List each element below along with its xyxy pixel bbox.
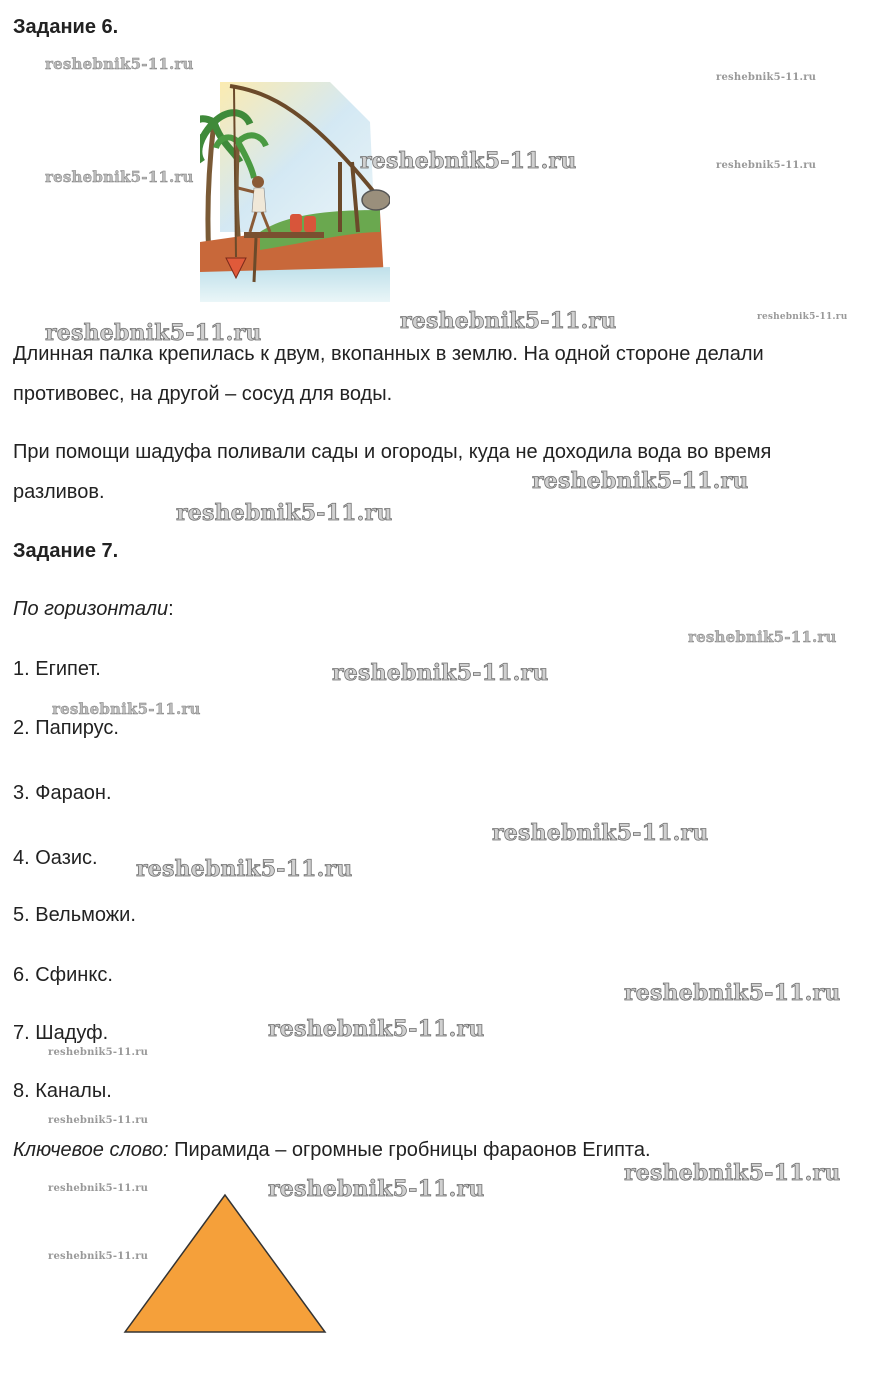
watermark: reshebnik5-11.ru [48, 1047, 149, 1058]
watermark: reshebnik5-11.ru [532, 468, 749, 494]
keyword-text: Пирамида – огромные гробницы фараонов Египта. [168, 1139, 651, 1161]
horizontal-colon: : [168, 598, 174, 620]
keyword-label: Ключевое слово: [13, 1139, 169, 1161]
watermark: reshebnik5-11.ru [176, 500, 393, 526]
task6-paragraph2-line1: При помощи шадуфа поливали сады и огороды, куда не доходила вода во время [13, 441, 772, 463]
watermark: reshebnik5-11.ru [48, 1183, 149, 1194]
watermark: reshebnik5-11.ru [624, 980, 841, 1006]
watermark: reshebnik5-11.ru [360, 148, 577, 174]
task6-paragraph1-line1: Длинная палка крепилась к двум, вкопанных в землю. На одной стороне делали [13, 343, 764, 365]
answer-item: 4. Оазис. [13, 847, 98, 869]
watermark: reshebnik5-11.ru [136, 856, 353, 882]
watermark: reshebnik5-11.ru [45, 320, 262, 346]
watermark: reshebnik5-11.ru [332, 660, 549, 686]
watermark: reshebnik5-11.ru [45, 168, 194, 186]
watermark: reshebnik5-11.ru [45, 55, 194, 73]
watermark: reshebnik5-11.ru [716, 160, 817, 171]
watermark: reshebnik5-11.ru [48, 1115, 149, 1126]
answer-item: 5. Вельможи. [13, 904, 136, 926]
horizontal-label: По горизонтали [13, 598, 169, 620]
answer-item: 3. Фараон. [13, 782, 112, 804]
watermark: reshebnik5-11.ru [492, 820, 709, 846]
task7-heading: Задание 7. [13, 540, 119, 562]
watermark: reshebnik5-11.ru [48, 1251, 149, 1262]
horizontal-label-line [13, 598, 174, 621]
watermark: reshebnik5-11.ru [268, 1176, 485, 1202]
task6-heading: Задание 6. [13, 16, 119, 38]
watermark: reshebnik5-11.ru [757, 312, 848, 322]
watermark: reshebnik5-11.ru [52, 700, 201, 718]
answer-item: 1. Египет. [13, 658, 101, 680]
pyramid-triangle [120, 1192, 330, 1336]
task6-paragraph1-line2: противовес, на другой – сосуд для воды. [13, 383, 393, 405]
watermark: reshebnik5-11.ru [624, 1160, 841, 1186]
answer-item: 8. Каналы. [13, 1080, 112, 1102]
answer-item: 6. Сфинкс. [13, 964, 113, 986]
watermark: reshebnik5-11.ru [716, 72, 817, 83]
watermark: reshebnik5-11.ru [688, 628, 837, 646]
shaduf-illustration [200, 82, 390, 302]
task6-paragraph2-line2: разливов. [13, 481, 105, 503]
keyword-line [13, 1139, 651, 1162]
answer-item: 2. Папирус. [13, 717, 119, 739]
answer-item: 7. Шадуф. [13, 1022, 109, 1044]
watermark: reshebnik5-11.ru [400, 308, 617, 334]
watermark: reshebnik5-11.ru [268, 1016, 485, 1042]
